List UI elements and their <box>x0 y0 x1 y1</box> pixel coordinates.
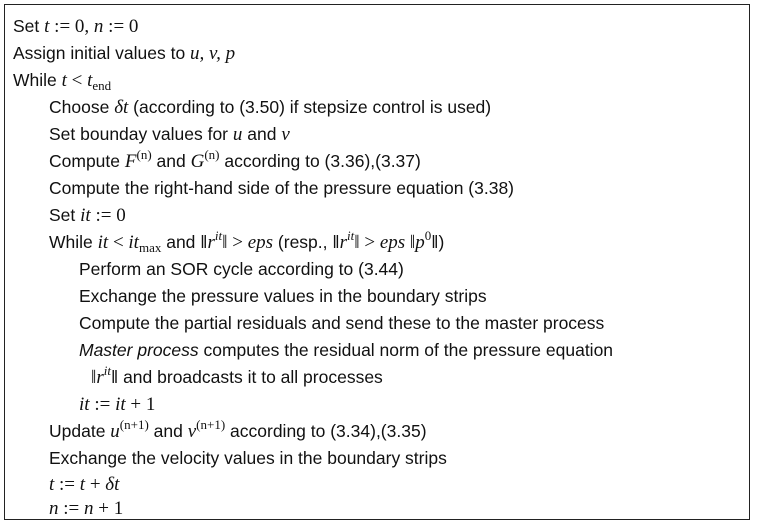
line-11: Exchange the pressure values in the boundary strips <box>79 286 487 306</box>
line-16: Update $u^{(n+1)}$ and $v^{(n+1)}$ according to (3.34),(3.35) <box>49 417 427 442</box>
line-4: Choose δt (according to (3.50) if stepsize control is used) <box>49 97 492 118</box>
algorithm-box <box>4 4 750 520</box>
line-10: Perform an SOR cycle according to (3.44) <box>79 259 404 279</box>
line-19: n := n + 1 <box>49 498 124 519</box>
line-14: $‖r^{it}‖$ and broadcasts it to all processes <box>91 363 383 388</box>
line-5: Set bounday values for u and v <box>49 124 290 145</box>
line-15: it := it + 1 <box>79 394 156 415</box>
line-9: While it < $it_{max}$ and $‖r^{it}‖$ > eps (resp., $‖r^{it}‖$ > eps $‖p^0‖$) <box>49 228 445 255</box>
line-13: Master process computes the residual norm of the pressure equation <box>79 340 614 360</box>
line-2: Assign initial values to u, v, p <box>13 43 236 64</box>
line-3: While $t < t_{end}$ <box>13 70 112 93</box>
line-17: Exchange the velocity values in the boundary strips <box>49 448 447 468</box>
line-12: Compute the partial residuals and send these to the master process <box>79 313 605 333</box>
line-7: Compute the right-hand side of the pressure equation (3.38) <box>49 178 515 198</box>
line-6: Compute $F^{(n)}$ and $G^{(n)}$ according to (3.36),(3.37) <box>49 147 421 172</box>
line-1: Set t := 0, n := 0 <box>13 16 139 37</box>
line-18: t := t + δt <box>49 474 120 495</box>
line-8: Set it := 0 <box>49 205 126 226</box>
